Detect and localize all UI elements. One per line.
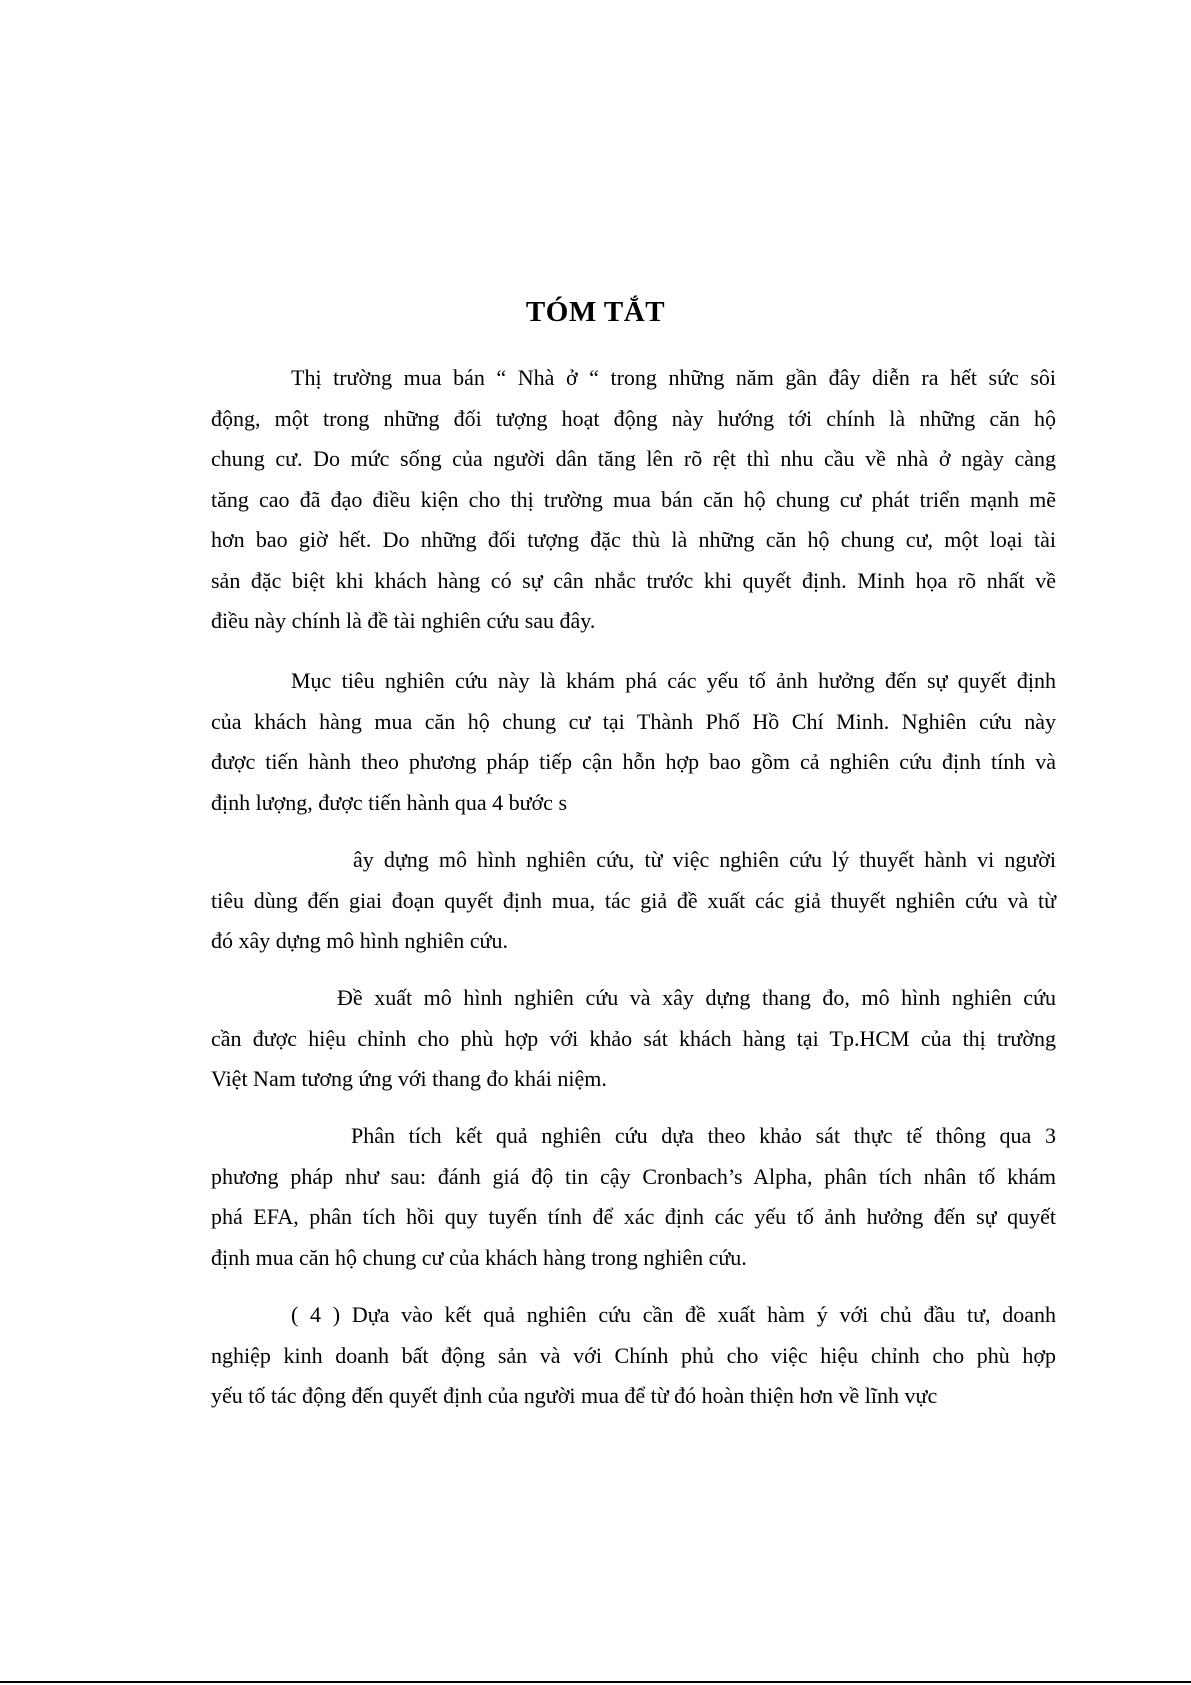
text-line: phương pháp như sau: đánh giá độ tin cậy Cronbach’s Alpha, phân tích nhân tố khám [211,1163,1056,1189]
text-line: Thị trường mua bán “ Nhà ở “ trong những năm gần đây diễn ra hết sức sôi [291,365,1056,390]
text-line: Phân tích kết quả nghiên cứu dựa theo khảo sát thực tế thông qua 3 [351,1123,1056,1148]
text-line: được tiến hành theo phương pháp tiếp cận hỗn hợp bao gồm cả nghiên cứu định tính và [211,749,1056,774]
text-line: động, một trong những đối tượng hoạt động này hướng tới chính là những căn hộ [211,405,1056,431]
paragraph-step-recommendations [211,1295,1056,1417]
text-line: định lượng, được tiến hành qua 4 bước s [211,789,568,815]
text-line: Đề xuất mô hình nghiên cứu và xây dựng thang đo, mô hình nghiên cứu [337,985,1056,1010]
text-line: yếu tố tác động đến quyết định của người mua để từ đó hoàn thiện hơn về lĩnh vực [211,1383,938,1408]
page-title: TÓM TẮT [525,296,666,328]
text-line: nghiệp kinh doanh bất động sản và với Chính phủ cho việc hiệu chỉnh cho phù hợp [211,1342,1056,1368]
text-line: cần được hiệu chỉnh cho phù hợp với khảo sát khách hàng tại Tp.HCM của thị trường [211,1025,1056,1051]
text-line: đó xây dựng mô hình nghiên cứu. [211,928,508,953]
paragraph-step-model-building [211,840,1056,962]
text-line: Việt Nam tương ứng với thang đo khái niệm. [211,1066,607,1091]
paragraph-step-analysis [211,1116,1056,1278]
text-line: sản đặc biệt khi khách hàng có sự cân nhắc trước khi quyết định. Minh họa rõ nhất về [211,567,1056,593]
text-line: định mua căn hộ chung cư của khách hàng trong nghiên cứu. [211,1244,747,1270]
text-line: điều này chính là đề tài nghiên cứu sau đây. [211,608,596,633]
text-line: chung cư. Do mức sống của người dân tăng lên rõ rệt thì nhu cầu về nhà ở ngày càng [211,446,1056,471]
text-line: của khách hàng mua căn hộ chung cư tại Thành Phố Hồ Chí Minh. Nghiên cứu này [211,708,1056,734]
text-line: Mục tiêu nghiên cứu này là khám phá các yếu tố ảnh hưởng đến sự quyết định [291,668,1056,693]
paragraph-step-model-proposal [211,978,1056,1100]
paragraph-market-overview [211,358,1056,642]
bottom-border-line [0,1681,1191,1683]
text-line: phá EFA, phân tích hồi quy tuyến tính để xác định các yếu tố ảnh hưởng đến sự quyết [211,1204,1056,1229]
text-line: ây dựng mô hình nghiên cứu, từ việc nghiên cứu lý thuyết hành vi người [353,847,1056,872]
text-line: ( 4 ) Dựa vào kết quả nghiên cứu cần đề xuất hàm ý với chủ đầu tư, doanh [291,1302,1056,1327]
text-line: tăng cao đã đạo điều kiện cho thị trường mua bán căn hộ chung cư phát triển mạnh mẽ [211,486,1056,512]
text-line: tiêu dùng đến giai đoạn quyết định mua, tác giả đề xuất các giả thuyết nghiên cứu và từ [211,887,1056,913]
text-line: hơn bao giờ hết. Do những đối tượng đặc thù là những căn hộ chung cư, một loại tài [211,527,1056,552]
paragraph-research-objective [211,661,1056,823]
